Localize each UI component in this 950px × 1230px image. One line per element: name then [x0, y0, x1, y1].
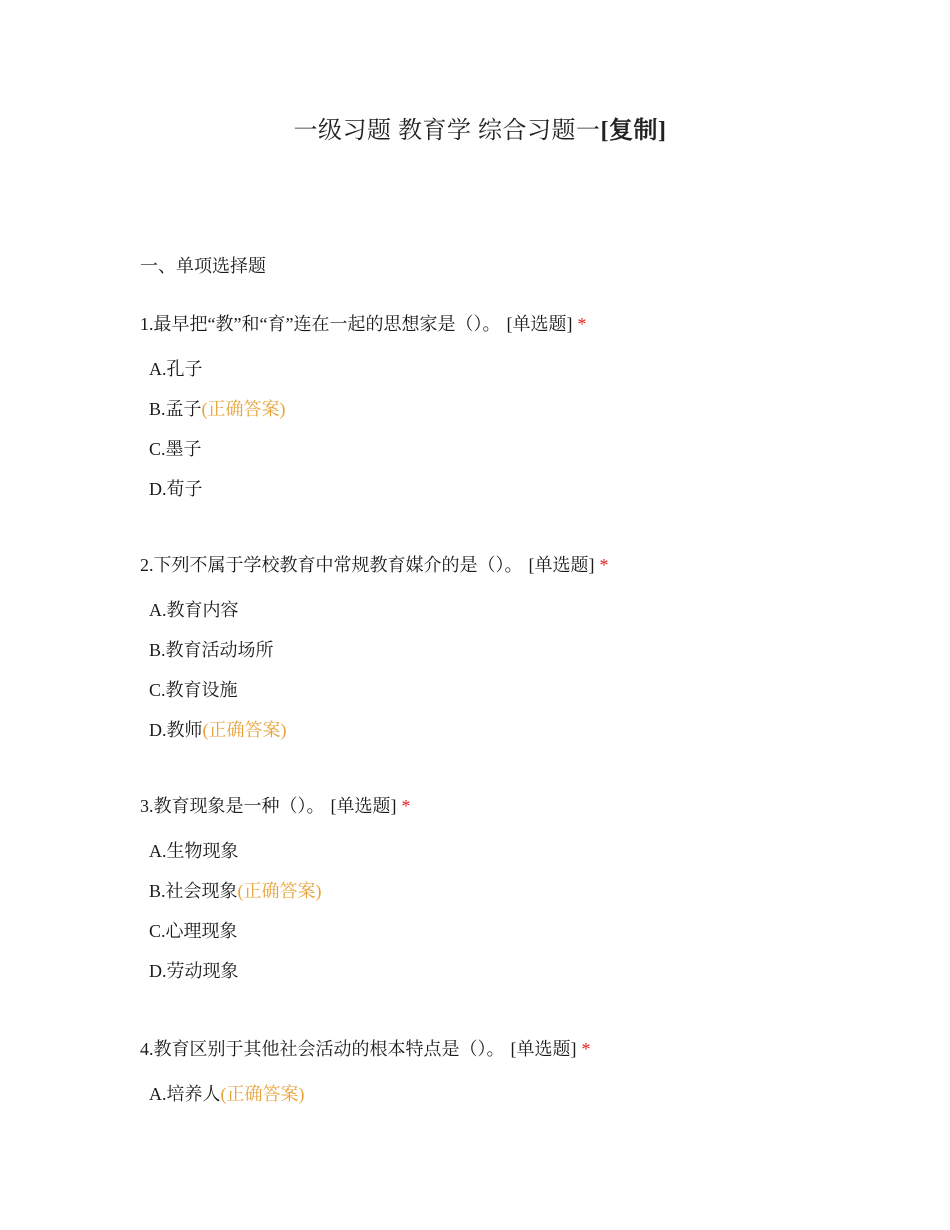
question-text-line — [140, 312, 860, 336]
option-label: B.社会现象 — [149, 881, 238, 901]
question-type-tag: [单选题] — [528, 555, 595, 575]
required-mark: * — [581, 1039, 591, 1059]
question-text-line — [140, 794, 860, 818]
correct-answer-mark: (正确答案) — [201, 399, 286, 419]
required-mark: * — [599, 555, 609, 575]
correct-answer-mark: (正确答案) — [202, 720, 287, 740]
option-list — [140, 1082, 860, 1106]
option-label: A.孔子 — [149, 359, 203, 379]
question-text-line — [140, 1037, 860, 1061]
question-3 — [140, 794, 860, 999]
question-text-line — [140, 553, 860, 577]
correct-answer-mark: (正确答案) — [237, 881, 322, 901]
required-mark: * — [577, 314, 587, 334]
question-4 — [140, 1037, 860, 1122]
correct-answer-mark: (正确答案) — [220, 1084, 305, 1104]
option-list — [140, 598, 860, 742]
option-label: A.培养人 — [149, 1084, 221, 1104]
page-title — [0, 110, 950, 145]
question-text: 3.教育现象是一种（）。 — [140, 796, 325, 816]
option-item — [149, 598, 860, 622]
section-heading: 一、单项选择题 — [140, 256, 266, 276]
question-text: 2.下列不属于学校教育中常规教育媒介的是（）。 — [140, 555, 523, 575]
option-label: D.教师 — [149, 720, 203, 740]
option-list — [140, 357, 860, 501]
option-label: A.教育内容 — [149, 600, 239, 620]
question-type-tag: [单选题] — [330, 796, 397, 816]
question-text: 4.教育区别于其他社会活动的根本特点是（）。 — [140, 1039, 505, 1059]
option-item — [149, 477, 860, 501]
title-suffix: [复制] — [600, 118, 667, 144]
option-label: C.教育设施 — [149, 680, 238, 700]
option-item — [149, 678, 860, 702]
question-2 — [140, 553, 860, 758]
option-label: B.孟子 — [149, 399, 202, 419]
option-item — [149, 879, 860, 903]
option-label: C.墨子 — [149, 439, 202, 459]
option-item — [149, 397, 860, 421]
question-type-tag: [单选题] — [506, 314, 573, 334]
title-main: 一级习题 教育学 综合习题一 — [293, 118, 601, 144]
option-item — [149, 437, 860, 461]
question-text: 1.最早把“教”和“育”连在一起的思想家是（）。 — [140, 314, 501, 334]
option-label: C.心理现象 — [149, 921, 238, 941]
option-label: D.荀子 — [149, 479, 203, 499]
option-item — [149, 638, 860, 662]
option-label: D.劳动现象 — [149, 961, 239, 981]
question-type-tag: [单选题] — [510, 1039, 577, 1059]
option-item — [149, 919, 860, 943]
required-mark: * — [401, 796, 411, 816]
question-1 — [140, 312, 860, 517]
option-item — [149, 1082, 860, 1106]
option-item — [149, 718, 860, 742]
option-label: A.生物现象 — [149, 841, 239, 861]
option-item — [149, 959, 860, 983]
option-item — [149, 839, 860, 863]
option-list — [140, 839, 860, 983]
option-label: B.教育活动场所 — [149, 640, 274, 660]
option-item — [149, 357, 860, 381]
